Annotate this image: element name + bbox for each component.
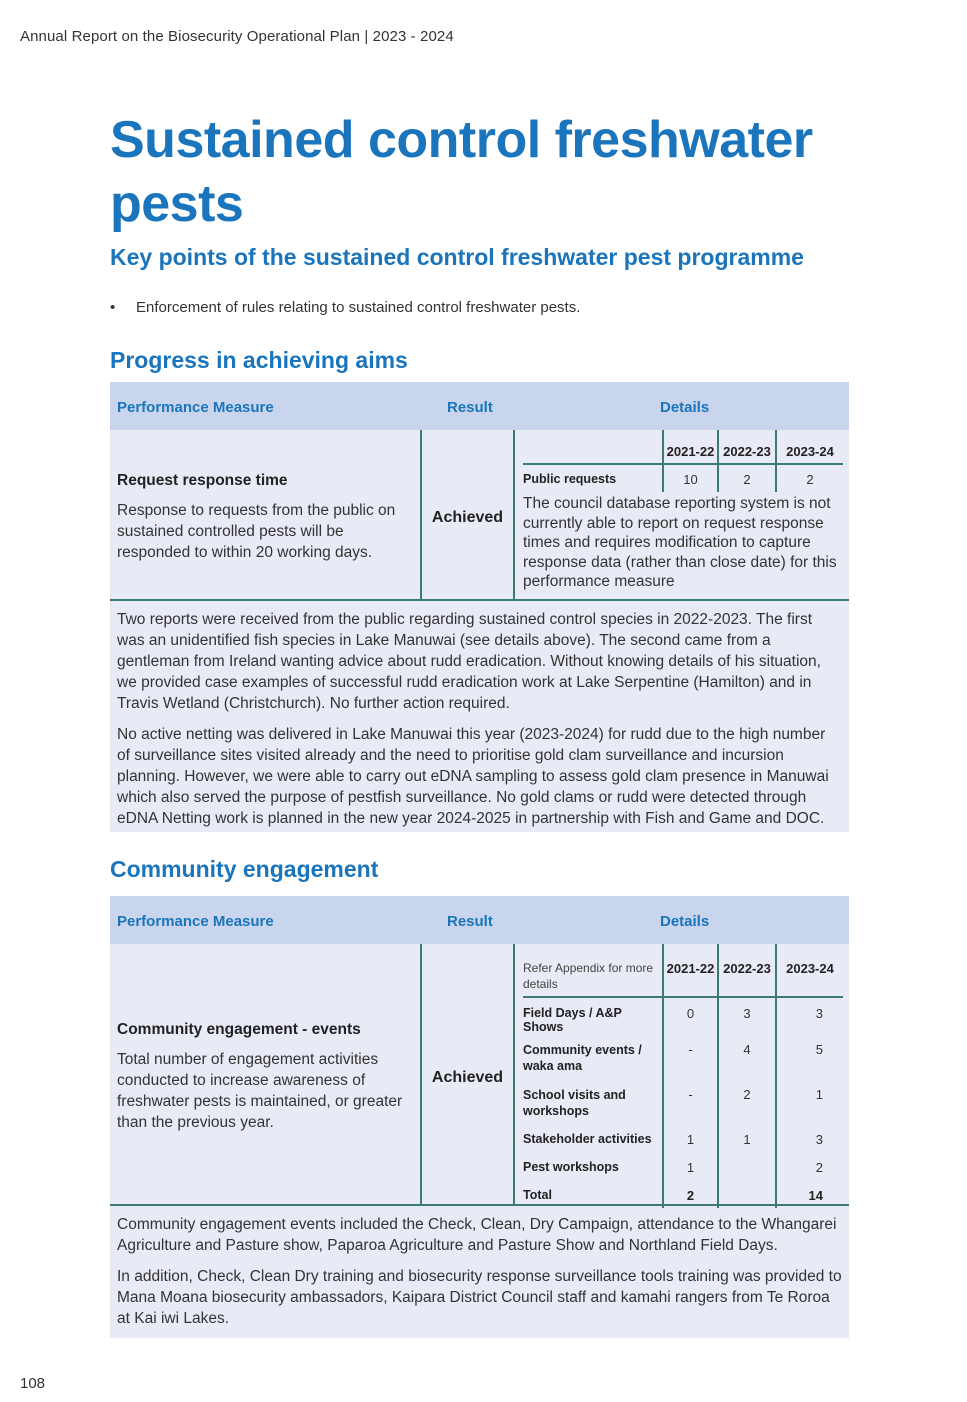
details-cell	[523, 944, 843, 1208]
cell-value: 3	[776, 997, 843, 1034]
refer-note: Refer Appendix for more details	[523, 944, 663, 997]
key-points-heading: Key points of the sustained control freshwater pest programme	[110, 244, 804, 270]
cell-value: 1	[718, 1124, 776, 1152]
header-details: Details	[660, 399, 710, 416]
cell-value: 2	[718, 464, 776, 492]
result-value: Achieved	[431, 1069, 504, 1086]
cell-value: 1	[663, 1152, 718, 1180]
row-label: Field Days / A&P Shows	[523, 1006, 622, 1034]
cell-value: 3	[718, 997, 776, 1034]
cell-value	[718, 1152, 776, 1180]
measure-description: Total number of engagement activities conducted to increase awareness of freshwater pests is maintained, or greater than the previous year.	[117, 1051, 403, 1131]
commentary-paragraph: In addition, Check, Clean Dry training and biosecurity response surveillance tools training was provided to Mana Moana biosecurity ambassadors, Kaipara District Council staff and kamahi rangers from Te Roroa at Kai iwi Lakes.	[117, 1268, 842, 1327]
cell-value: 3	[776, 1124, 843, 1152]
cell-value: 2	[718, 1079, 776, 1124]
cell-value: 10	[663, 464, 718, 492]
measure-cell	[117, 1021, 407, 1133]
details-table	[523, 430, 843, 492]
header-details: Details	[660, 913, 710, 930]
cell-value: 1	[663, 1124, 718, 1152]
year-header: 2021-22	[663, 944, 718, 997]
community-heading: Community engagement	[110, 856, 379, 882]
year-header: 2022-23	[718, 430, 776, 464]
header-performance-measure: Performance Measure	[117, 913, 274, 930]
cell-value: 5	[776, 1034, 843, 1079]
year-header: 2023-24	[776, 430, 843, 464]
header-result: Result	[447, 399, 493, 416]
measure-description: Response to requests from the public on sustained controlled pests will be responded to within 20 working days.	[117, 502, 396, 561]
row-label: Stakeholder activities	[523, 1132, 652, 1146]
page-title: Sustained control freshwater pests	[110, 111, 813, 233]
row-label: School visits and workshops	[523, 1088, 626, 1118]
row-label: Pest workshops	[523, 1160, 619, 1174]
details-table	[523, 944, 843, 1208]
year-header: 2022-23	[718, 944, 776, 997]
cell-value: 14	[776, 1180, 843, 1208]
table-header	[110, 382, 849, 430]
page-number: 108	[20, 1375, 46, 1392]
table-row	[110, 944, 849, 1206]
row-label: Total	[523, 1188, 552, 1202]
row-label: Public requests	[523, 472, 617, 486]
key-points-list	[110, 299, 580, 316]
cell-value: 2	[776, 464, 843, 492]
cell-value: 2	[663, 1180, 718, 1208]
column-divider	[513, 430, 515, 599]
header-performance-measure: Performance Measure	[117, 399, 274, 416]
cell-value: 0	[663, 997, 718, 1034]
table-header	[110, 896, 849, 944]
year-header: 2023-24	[776, 944, 843, 997]
cell-value: 4	[718, 1034, 776, 1079]
table-row	[110, 430, 849, 601]
result-value: Achieved	[431, 509, 504, 526]
empty-header-cell	[523, 430, 663, 464]
column-divider	[513, 944, 515, 1204]
progress-heading: Progress in achieving aims	[110, 347, 408, 373]
cell-value	[718, 1180, 776, 1208]
cell-value: 2	[776, 1152, 843, 1180]
bullet-marker: •	[110, 299, 116, 316]
running-header: Annual Report on the Biosecurity Operational Plan | 2023 - 2024	[20, 28, 454, 45]
details-note: The council database reporting system is not currently able to report on request response times and requires modification to capture response data (rather than close date) for this performance measure	[523, 495, 837, 590]
measure-title: Request response time	[117, 472, 288, 489]
row-label: Community events / waka ama	[523, 1043, 642, 1073]
list-item	[110, 299, 580, 316]
commentary	[110, 1206, 849, 1329]
details-cell	[523, 430, 843, 592]
cell-value: -	[663, 1079, 718, 1124]
commentary-paragraph: Community engagement events included the Check, Clean, Dry Campaign, attendance to the Whangarei Agriculture and Pasture show, Paparoa Agriculture and Pasture Show and Northland Field Days.	[117, 1216, 837, 1254]
measure-cell	[117, 472, 407, 563]
cell-value: -	[663, 1034, 718, 1079]
list-item-text: Enforcement of rules relating to sustained control freshwater pests.	[136, 299, 581, 316]
commentary	[110, 601, 849, 829]
header-result: Result	[447, 913, 493, 930]
progress-table	[110, 382, 849, 832]
year-header: 2021-22	[663, 430, 718, 464]
measure-title: Community engagement - events	[117, 1021, 361, 1038]
commentary-paragraph: No active netting was delivered in Lake Manuwai this year (2023-2024) for rudd due to the high number of surveillance sites visited already and the need to prioritise gold clam surveillance and incursion planning. However, we were able to carry out eDNA sampling to assess gold clam presence in Manuwai which also served the purpose of pestfish surveillance. No gold clams or rudd were detected through eDNA Netting work is planned in the new year 2024-2025 in partnership with Fish and Game and DOC.	[117, 726, 829, 827]
community-table	[110, 896, 849, 1338]
commentary-paragraph: Two reports were received from the public regarding sustained control species in 2022-2023. The first was an unidentified fish species in Lake Manuwai (see details above). The second came from a gentleman from Ireland wanting advice about rudd eradication. Without knowing details of his situation, we provided case examples of successful rudd eradication work at Lake Serpentine (Hamilton) and in Travis Wetland (Christchurch). No further action required.	[117, 611, 821, 712]
cell-value: 1	[776, 1079, 843, 1124]
